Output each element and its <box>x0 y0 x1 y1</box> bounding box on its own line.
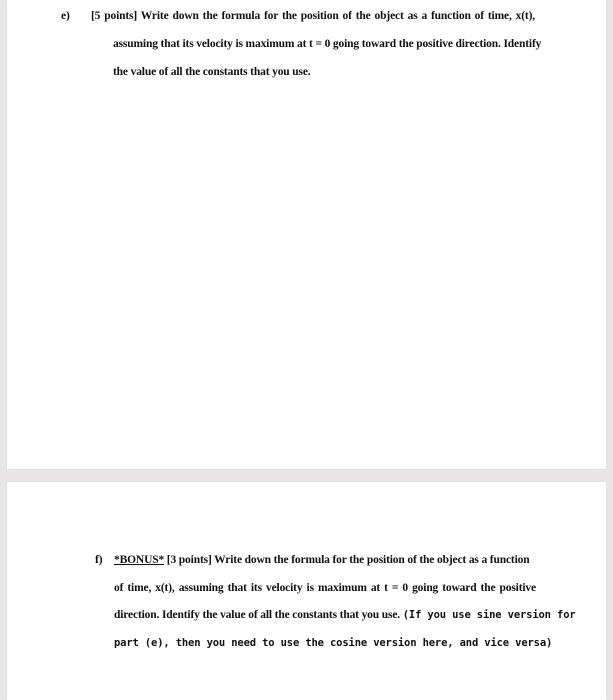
part-f-label: f) <box>95 554 103 566</box>
page-part-f <box>7 482 606 700</box>
version-note-end: part (e), then you need to use the cosine version here, and vice versa) <box>114 637 553 649</box>
part-e-line-1: [5 points] Write down the formula for the position of the object as a function of time, x(t), <box>91 10 535 22</box>
part-f-line-1 <box>114 554 536 566</box>
part-e-line-2: assuming that its velocity is maximum at t = 0 going toward the positive direction. Identify <box>113 38 542 50</box>
part-e-label: e) <box>61 10 70 22</box>
part-f-line-3-text: direction. Identify the value of all the constants that you use. <box>114 609 403 621</box>
page-part-e <box>7 0 606 469</box>
part-f-line-1-text: [3 points] Write down the formula for the position of the object as a function <box>164 554 530 566</box>
bonus-tag: *BONUS* <box>114 554 165 566</box>
part-f-line-3 <box>114 609 576 621</box>
part-e-line-3: the value of all the constants that you use. <box>113 66 311 78</box>
version-note-start: (If you use sine version for <box>402 609 576 621</box>
part-f-line-2: of time, x(t), assuming that its velocity is maximum at t = 0 going toward the positive <box>114 582 536 594</box>
